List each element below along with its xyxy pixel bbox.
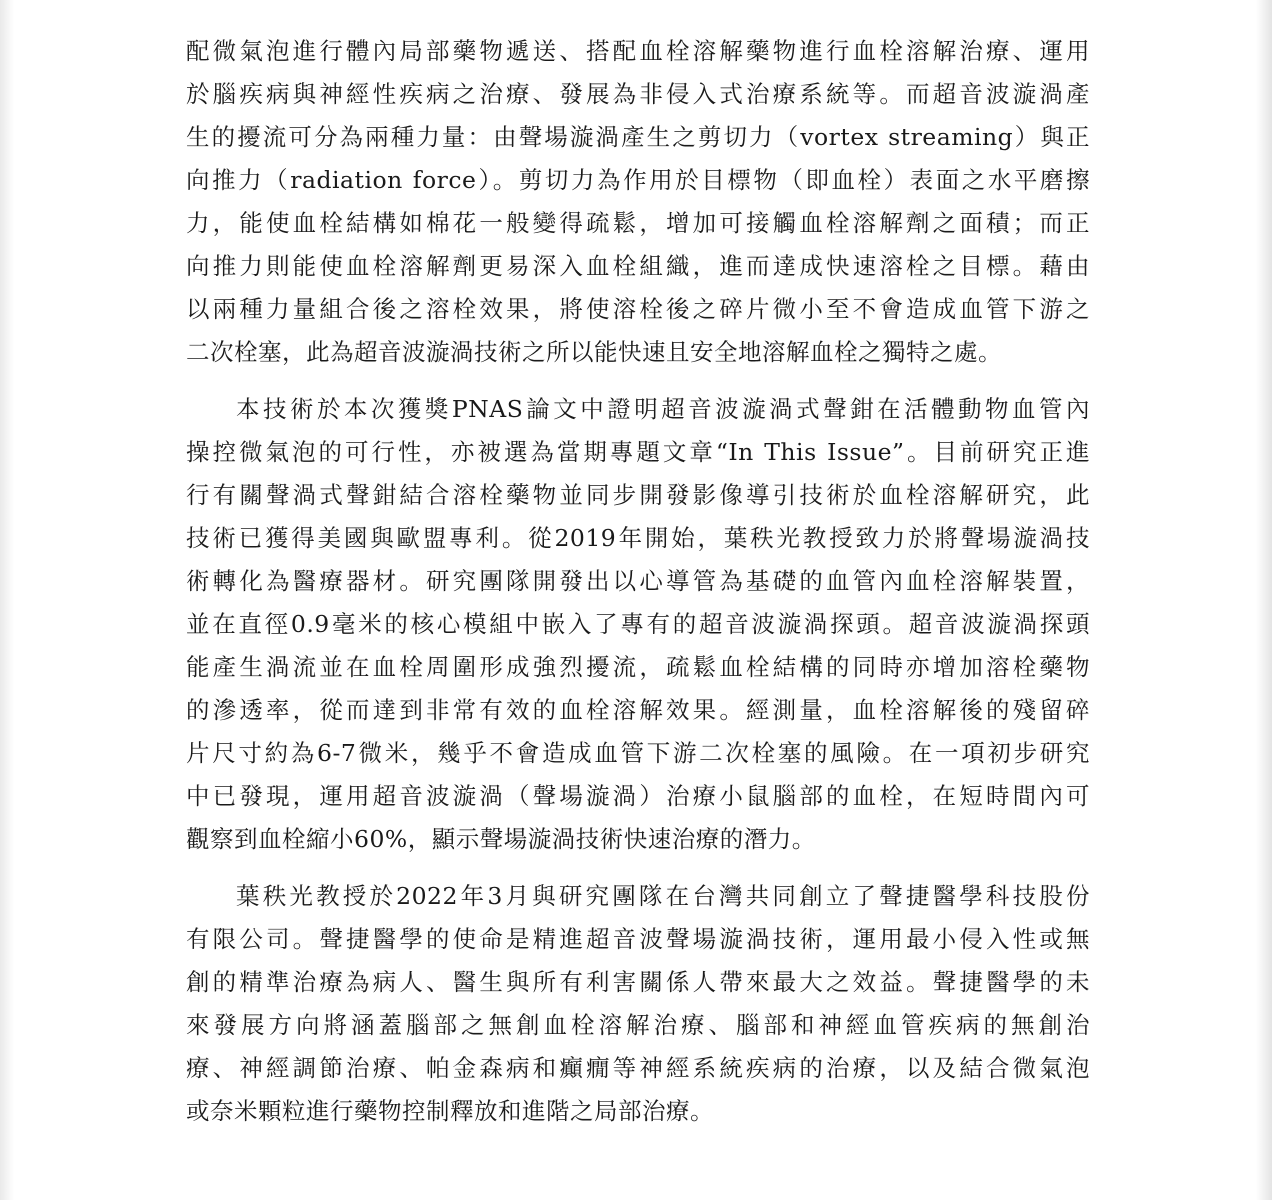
text-line: 創的精準治療為病人、醫生與所有利害關係人帶來最大之效益。聲捷醫學的未 bbox=[186, 968, 1090, 996]
text-line: 並在直徑0.9毫米的核心模組中嵌入了專有的超音波漩渦探頭。超音波漩渦探頭 bbox=[186, 610, 1090, 638]
text-line: 向推力（radiation force）。剪切力為作用於目標物（即血栓）表面之水平磨擦 bbox=[186, 166, 1090, 194]
text-line: 力，能使血栓結構如棉花一般變得疏鬆，增加可接觸血栓溶解劑之面積；而正 bbox=[186, 209, 1090, 237]
text-line: 療、神經調節治療、帕金森病和癲癇等神經系統疾病的治療，以及結合微氣泡 bbox=[186, 1054, 1090, 1082]
text-line: 二次栓塞，此為超音波漩渦技術之所以能快速且安全地溶解血栓之獨特之處。 bbox=[186, 338, 1002, 366]
text-line: 片尺寸約為6-7微米，幾乎不會造成血管下游二次栓塞的風險。在一項初步研究 bbox=[186, 739, 1090, 767]
text-line: 生的擾流可分為兩種力量：由聲場漩渦產生之剪切力（vortex streaming）與正 bbox=[186, 123, 1090, 151]
paragraph-2 bbox=[186, 388, 1090, 861]
text-line: 以兩種力量組合後之溶栓效果，將使溶栓後之碎片微小至不會造成血管下游之 bbox=[186, 295, 1090, 323]
page-shadow-left bbox=[0, 0, 14, 1200]
paragraph-3 bbox=[186, 875, 1090, 1133]
text-line: 葉秩光教授於2022年3月與研究團隊在台灣共同創立了聲捷醫學科技股份 bbox=[236, 882, 1090, 910]
text-line: 操控微氣泡的可行性，亦被選為當期專題文章“In This Issue”。目前研究正進 bbox=[186, 438, 1090, 466]
text-line: 技術已獲得美國與歐盟專利。從2019年開始，葉秩光教授致力於將聲場漩渦技 bbox=[186, 524, 1090, 552]
text-line: 配微氣泡進行體內局部藥物遞送、搭配血栓溶解藥物進行血栓溶解治療、運用 bbox=[186, 37, 1090, 65]
text-line: 本技術於本次獲獎PNAS論文中證明超音波漩渦式聲鉗在活體動物血管內 bbox=[236, 395, 1090, 423]
text-line: 或奈米顆粒進行藥物控制釋放和進階之局部治療。 bbox=[186, 1097, 714, 1125]
text-line: 術轉化為醫療器材。研究團隊開發出以心導管為基礎的血管內血栓溶解裝置， bbox=[186, 567, 1090, 595]
text-line: 中已發現，運用超音波漩渦（聲場漩渦）治療小鼠腦部的血栓，在短時間內可 bbox=[186, 782, 1090, 810]
text-line: 來發展方向將涵蓋腦部之無創血栓溶解治療、腦部和神經血管疾病的無創治 bbox=[186, 1011, 1090, 1039]
text-line: 有限公司。聲捷醫學的使命是精進超音波聲場漩渦技術，運用最小侵入性或無 bbox=[186, 925, 1090, 953]
text-line: 能產生渦流並在血栓周圍形成強烈擾流，疏鬆血栓結構的同時亦增加溶栓藥物 bbox=[186, 653, 1090, 681]
text-line: 觀察到血栓縮小60%，顯示聲場漩渦技術快速治療的潛力。 bbox=[186, 825, 816, 853]
document-page bbox=[186, 30, 1090, 1147]
text-line: 行有關聲渦式聲鉗結合溶栓藥物並同步開發影像導引技術於血栓溶解研究，此 bbox=[186, 481, 1090, 509]
text-line: 於腦疾病與神經性疾病之治療、發展為非侵入式治療系統等。而超音波漩渦產 bbox=[186, 80, 1090, 108]
paragraph-1 bbox=[186, 30, 1090, 374]
page-shadow-right bbox=[1256, 0, 1272, 1200]
text-line: 的滲透率，從而達到非常有效的血栓溶解效果。經測量，血栓溶解後的殘留碎 bbox=[186, 696, 1090, 724]
text-line: 向推力則能使血栓溶解劑更易深入血栓組織，進而達成快速溶栓之目標。藉由 bbox=[186, 252, 1090, 280]
